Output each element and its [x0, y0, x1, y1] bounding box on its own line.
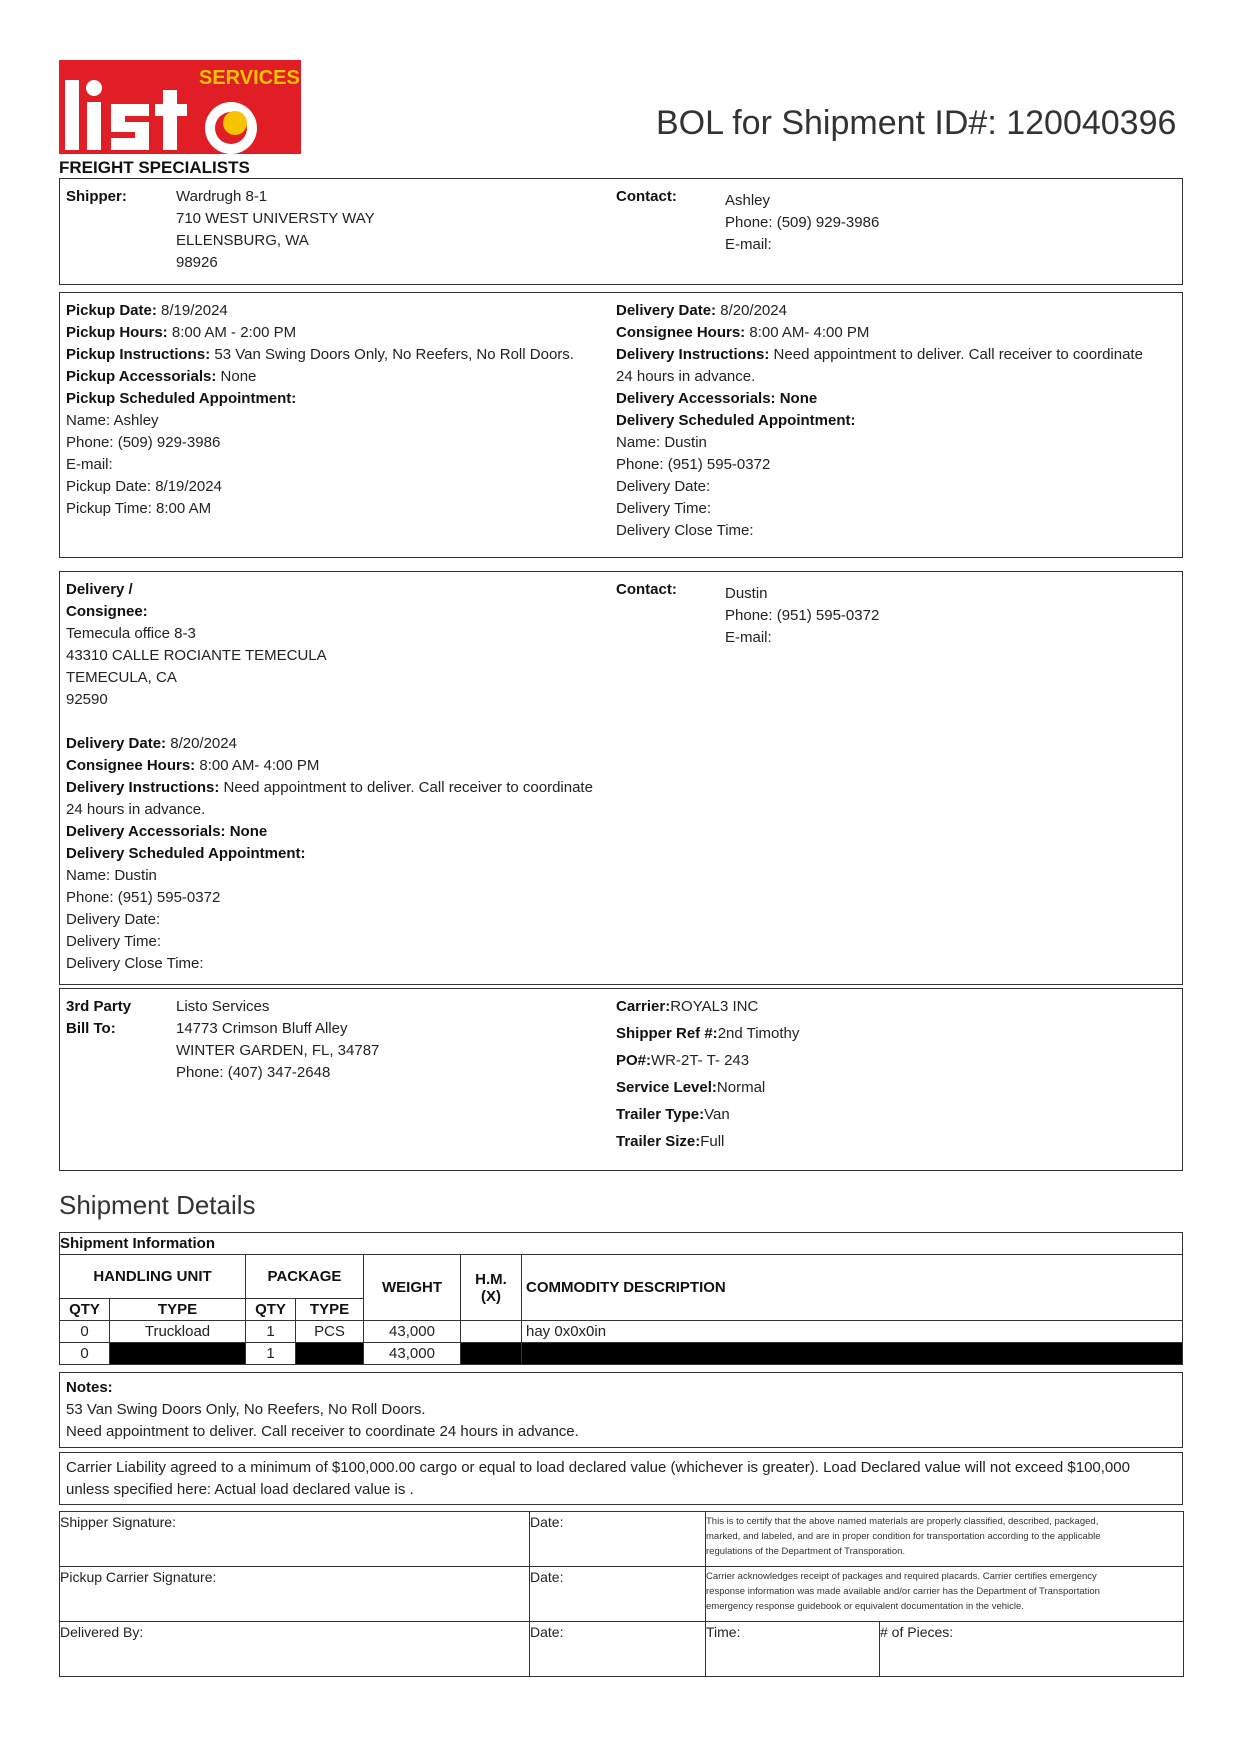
contact-label: Contact: [616, 188, 677, 205]
signature-table [59, 1511, 1183, 1677]
delivery-date-field[interactable]: Date: [530, 1622, 706, 1677]
col-pkg-type: TYPE [296, 1299, 364, 1321]
notes-label: Notes: [66, 1379, 113, 1396]
col-commodity: COMMODITY DESCRIPTION [522, 1255, 1183, 1321]
pickup-carrier-signature-field[interactable]: Pickup Carrier Signature: [60, 1567, 530, 1622]
carrier-certification: Carrier acknowledges receipt of packages and required placards. Carrier certifies emergency response information was made available and/or carrier has the Department of Transportation emergency response guidebook or equivalent documentation in the vehicle. [706, 1567, 1184, 1622]
col-weight: WEIGHT [364, 1255, 461, 1321]
col-hu-type: TYPE [110, 1299, 246, 1321]
pickup-date-field[interactable]: Date: [530, 1567, 706, 1622]
shipper-label: Shipper: [66, 188, 127, 205]
shipper-date-field[interactable]: Date: [530, 1512, 706, 1567]
bill-to-label: 3rd Party Bill To: [66, 998, 132, 1037]
consignee-section [59, 571, 1183, 985]
logo-tagline: FREIGHT SPECIALISTS [59, 158, 250, 177]
shipper-section [59, 178, 1183, 285]
third-party-section [59, 988, 1183, 1171]
pickup-details: Pickup Date: 8/19/2024 Pickup Hours: 8:00 AM - 2:00 PM Pickup Instructions: 53 Van Swing Doors Only, No Reefers, No Roll Doors. Pickup Accessorials: None Pickup Scheduled Appointment: Name: Ashley Phone: (509) 929-3986 E-mail: Pickup Date: 8/19/2024 Pickup Time: 8:00 AM [66, 302, 574, 517]
col-hm: H.M. (X) [461, 1255, 522, 1321]
delivery-details: Delivery Date: 8/20/2024 Consignee Hours: 8:00 AM- 4:00 PM Delivery Instructions: Need appointment to deliver. Call receiver to coordinate 24 hours in advance. Delivery Accessorials: None Delivery Scheduled Appointment: Name: Dustin Phone: (951) 595-0372 Delivery Date: Delivery Time: Delivery Close Time: [616, 302, 1143, 539]
shipper-address: Wardrugh 8-1 710 WEST UNIVERSTY WAY ELLENSBURG, WA 98926 [176, 188, 375, 271]
shipper-signature-field[interactable]: Shipper Signature: [60, 1512, 530, 1567]
bill-to-address: Listo Services 14773 Crimson Bluff Alley WINTER GARDEN, FL, 34787 Phone: (407) 347-2648 [176, 998, 380, 1081]
table-row-total: 0 1 43,000 [60, 1343, 1183, 1365]
delivery-time-field[interactable]: Time: [706, 1622, 880, 1677]
carrier-fields: Carrier:ROYAL3 INC Shipper Ref #:2nd Timothy PO#:WR-2T- T- 243 Service Level:Normal Trailer Type:Van Trailer Size:Full [616, 998, 800, 1150]
pieces-field[interactable]: # of Pieces: [880, 1622, 1184, 1677]
consignee-contact: Dustin Phone: (951) 595-0372 E-mail: [725, 585, 880, 646]
col-handling-unit: HANDLING UNIT [60, 1255, 246, 1299]
page-title: BOL for Shipment ID#: 120040396 [656, 104, 1177, 142]
liability-section: Carrier Liability agreed to a minimum of $100,000.00 cargo or equal to load declared value (whichever is greater). Load Declared value will not exceed $100,000 unless specified here: Actual load declared value is . [59, 1452, 1183, 1505]
logo-services-text: SERVICES [199, 67, 300, 89]
col-pkg-qty: QTY [246, 1299, 296, 1321]
delivered-by-field[interactable]: Delivered By: [60, 1622, 530, 1677]
shipper-contact: Ashley Phone: (509) 929-3986 E-mail: [725, 192, 880, 253]
pickup-delivery-section [59, 292, 1183, 558]
col-hu-qty: QTY [60, 1299, 110, 1321]
table-caption: Shipment Information [60, 1233, 1183, 1255]
col-package: PACKAGE [246, 1255, 364, 1299]
shipment-details-heading: Shipment Details [59, 1190, 256, 1220]
company-logo [59, 60, 303, 178]
table-row: 0 Truckload 1 PCS 43,000 hay 0x0x0in [60, 1321, 1183, 1343]
shipment-table [59, 1232, 1183, 1365]
shipper-certification: This is to certify that the above named materials are properly classified, described, packaged, marked, and labeled, and are in proper condition for transportation according to the applicable regulations of the Department of Transporation. [706, 1512, 1184, 1567]
consignee-contact-label: Contact: [616, 581, 677, 598]
consignee-details: Delivery / Consignee: Temecula office 8-3 43310 CALLE ROCIANTE TEMECULA TEMECULA, CA 92590 Delivery Date: 8/20/2024 Consignee Hours: 8:00 AM- 4:00 PM Delivery Instructions: Need appointment to deliver. Call receiver to coordinate 24 hours in advance. Delivery Accessorials: None Delivery Scheduled Appointment: Name: Dustin Phone: (951) 595-0372 Delivery Date: Delivery Time: Delivery Close Time: [66, 581, 593, 972]
notes-section: Notes: 53 Van Swing Doors Only, No Reefers, No Roll Doors. Need appointment to deliver. Call receiver to coordinate 24 hours in advance. [59, 1372, 1183, 1448]
